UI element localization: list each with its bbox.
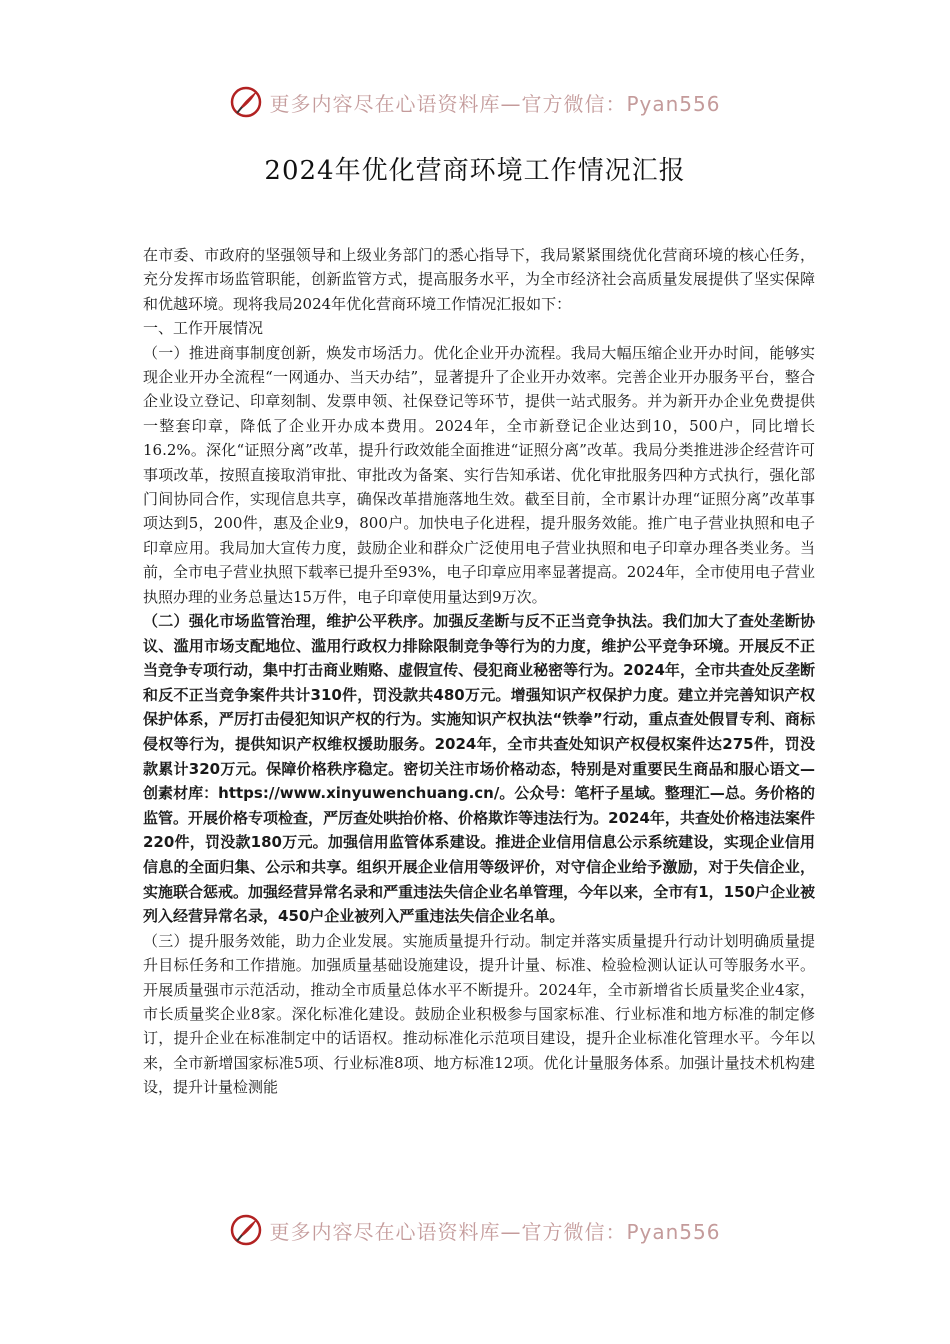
watermark-text: 更多内容尽在心语资料库—官方微信：Pyan556 xyxy=(269,1219,721,1244)
watermark-banner-top xyxy=(0,82,950,122)
document-body xyxy=(143,243,815,1100)
paragraph-business-reform: （一）推进商事制度创新，焕发市场活力。优化企业开办流程。我局大幅压缩企业开办时间，能够实现企业开办全流程“一网通办、当天办结”，显著提升了企业开办效率。完善企业开办服务平台，整合企业设立登记、印章刻制、发票申领、社保登记等环节，提供一站式服务。并为新开办企业免费提供一整套印章，降低了企业开办成本费用。2024年，全市新登记企业达到10，500户，同比增长16.2%。深化“证照分离”改革，提升行政效能全面推进“证照分离”改革。我局分类推进涉企经营许可事项改革，按照直接取消审批、审批改为备案、实行告知承诺、优化审批服务四种方式执行，强化部门间协同合作，实现信息共享，确保改革措施落地生效。截至目前，全市累计办理“证照分离”改革事项达到5，200件，惠及企业9，800户。加快电子化进程，提升服务效能。推广电子营业执照和电子印章应用。我局加大宣传力度，鼓励企业和群众广泛使用电子营业执照和电子印章办理各类业务。当前，全市电子营业执照下载率已提升至93%，电子印章应用率显著提高。2024年，全市使用电子营业执照办理的业务总量达15万件，电子印章使用量达到9万次。 xyxy=(143,343,815,606)
watermark-text: 更多内容尽在心语资料库—官方微信：Pyan556 xyxy=(269,91,721,116)
watermark-banner-bottom xyxy=(0,1210,950,1250)
quill-logo-icon xyxy=(229,85,263,119)
quill-logo-icon xyxy=(229,1213,263,1247)
section-heading: 一、工作开展情况 xyxy=(143,319,264,338)
paragraph-service-efficiency: （三）提升服务效能，助力企业发展。实施质量提升行动。制定并落实质量提升行动计划明确质量提升目标任务和工作措施。加强质量基础设施建设，提升计量、标准、检验检测认证认可等服务水平。开展质量强市示范活动，推动全市质量总体水平不断提升。2024年，全市新增省长质量奖企业4家，市长质量奖企业8家。深化标准化建设。鼓励企业积极参与国家标准、行业标准和地方标准的制定修订，提升企业在标准制定中的话语权。推动标准化示范项目建设，提升企业标准化管理水平。今年以来，全市新增国家标准5项、行业标准8项、地方标准12项。优化计量服务体系。加强计量技术机构建设，提升计量检测能 xyxy=(143,931,815,1097)
document-title: 2024年优化营商环境工作情况汇报 xyxy=(264,156,686,186)
intro-paragraph: 在市委、市政府的坚强领导和上级业务部门的悉心指导下，我局紧紧围绕优化营商环境的核心任务，充分发挥市场监管职能，创新监管方式，提高服务水平，为全市经济社会高质量发展提供了坚实保障和优越环境。现将我局2024年优化营商环境工作情况汇报如下： xyxy=(143,246,815,313)
paragraph-market-supervision: （二）强化市场监管治理，维护公平秩序。加强反垄断与反不正当竞争执法。我们加大了查处垄断协议、滥用市场支配地位、滥用行政权力排除限制竞争等行为的力度，维护公平竞争环境。开展反不正当竞争专项行动，集中打击商业贿赂、虚假宣传、侵犯商业秘密等行为。2024年，全市共查处反垄断和反不正当竞争案件共计310件，罚没款共480万元。增强知识产权保护力度。建立并完善知识产权保护体系，严厉打击侵犯知识产权的行为。实施知识产权执法“铁拳”行动，重点查处假冒专利、商标侵权等行为，提供知识产权维权援助服务。2024年，全市共查处知识产权侵权案件达275件，罚没款累计320万元。保障价格秩序稳定。密切关注市场价格动态，特别是对重要民生商品和服心语文—创素材库：https://www.xinyuwenchuang.cn/。公众号：笔杆子星域。整理汇—总。务价格的监管。开展价格专项检查，严厉查处哄抬价格、价格欺诈等违法行为。2024年，共查处价格违法案件220件，罚没款180万元。加强信用监管体系建设。推进企业信用信息公示系统建设，实现企业信用信息的全面归集、公示和共享。组织开展企业信用等级评价，对守信企业给予激励，对于失信企业，实施联合惩戒。加强经营异常名录和严重违法失信企业名单管理，今年以来，全市有1，150户企业被列入经营异常名录，450户企业被列入严重违法失信企业名单。 xyxy=(143,612,815,926)
